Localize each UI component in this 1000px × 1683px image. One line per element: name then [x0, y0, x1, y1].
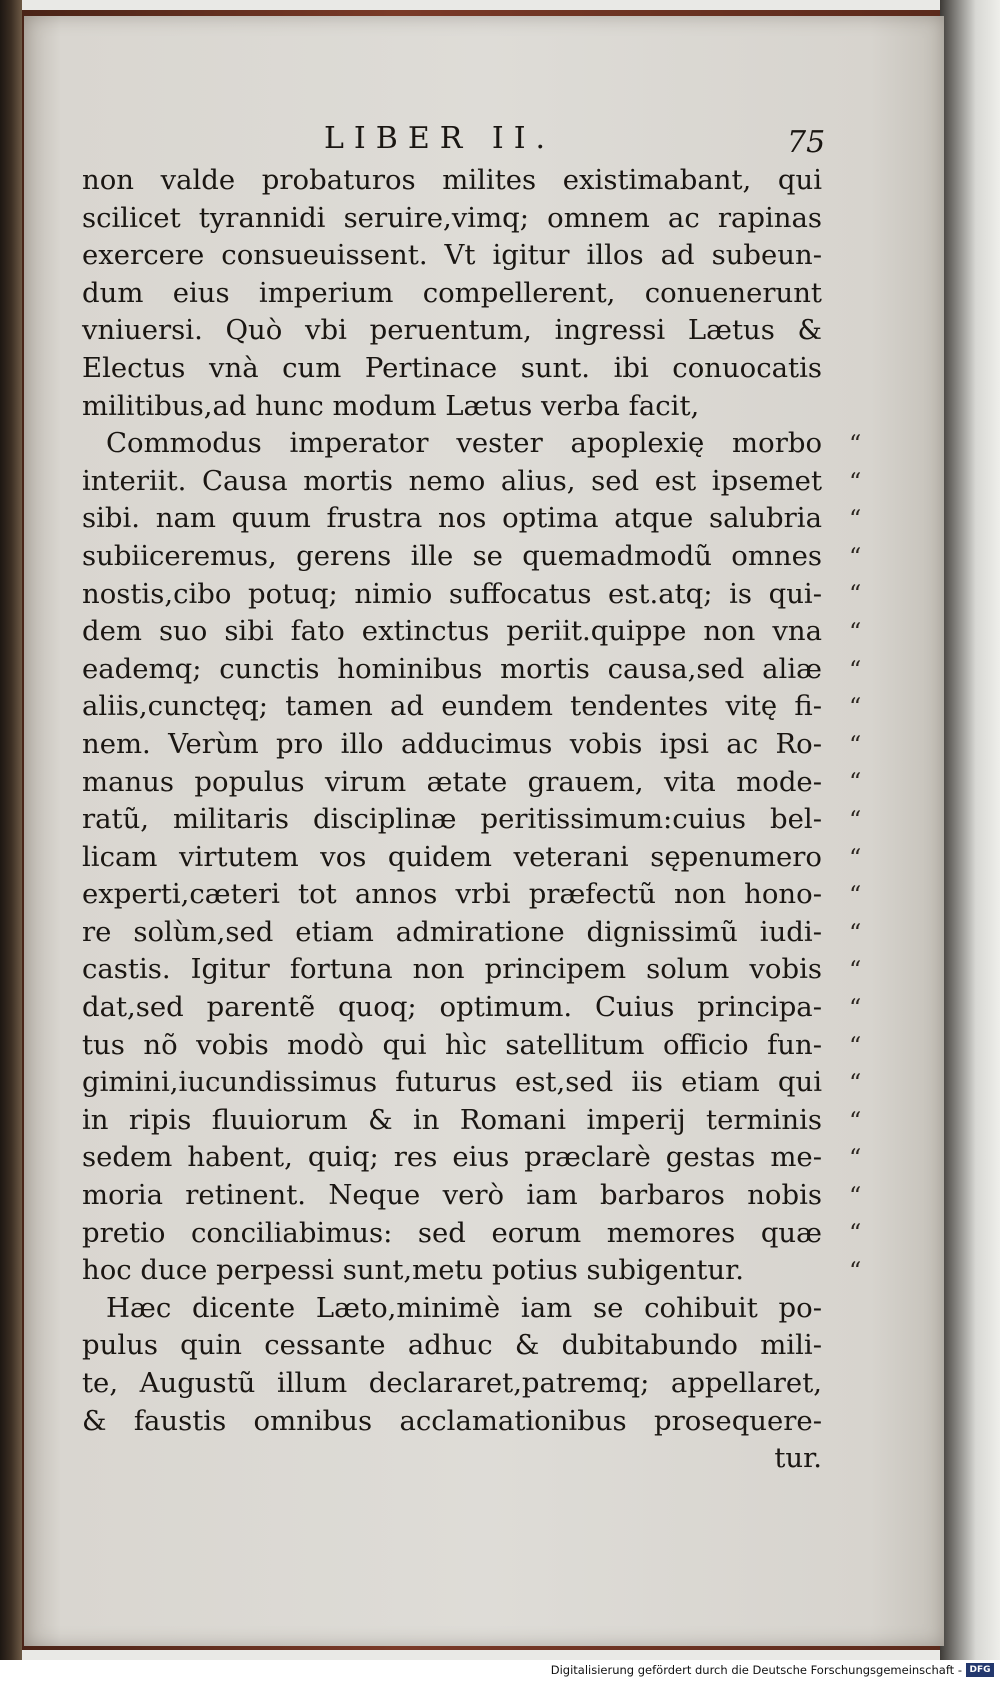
text-line: re solùm,sed etiam admiratione dignissimũ iudi- — [82, 915, 822, 948]
quote-mark: “ — [849, 843, 862, 872]
quote-mark: “ — [849, 1106, 862, 1135]
quote-mark: “ — [849, 1144, 862, 1173]
text-line: non valde probaturos milites existimabant, qui — [82, 164, 822, 196]
text-line: manus populus virum ætate grauem, vita mode- — [82, 765, 822, 798]
running-head: LIBER II. — [324, 121, 556, 156]
quote-mark: “ — [849, 693, 862, 722]
quote-mark: “ — [849, 1031, 862, 1060]
text-line: dat,sed parentẽ quoq; optimum. Cuius principa- — [82, 991, 822, 1024]
text-line: ratũ, militaris disciplinæ peritissimum:cuius bel- — [82, 803, 822, 836]
body-text — [82, 162, 822, 1478]
text-line: sedem habent, quiq; res eius præclarè gestas me- — [82, 1141, 822, 1174]
text-line: pretio conciliabimus: sed eorum memores quæ — [82, 1216, 822, 1249]
text-line: Commodus imperator vester apoplexię morbo — [106, 427, 822, 460]
text-line: gimini,iucundissimus futurus est,sed iis etiam qui — [82, 1066, 822, 1099]
quote-mark: “ — [849, 467, 862, 496]
quote-mark: “ — [849, 805, 862, 834]
text-line: pulus quin cessante adhuc & dubitabundo mili- — [82, 1329, 822, 1362]
quote-mark: “ — [849, 617, 862, 646]
text-line: nem. Verùm pro illo adducimus vobis ipsi ac Ro- — [82, 727, 822, 760]
text-line: subiiceremus, gerens ille se quemadmodũ omnes — [82, 539, 822, 572]
quote-mark: “ — [849, 1181, 862, 1210]
quote-mark: “ — [849, 993, 862, 1022]
quote-mark: “ — [849, 542, 862, 571]
text-line: exercere consueuissent. Vt igitur illos ad subeun- — [82, 239, 822, 272]
catchword: tur. — [774, 1442, 822, 1475]
quote-mark: “ — [849, 1219, 862, 1248]
page-number: 75 — [787, 125, 826, 160]
quote-mark: “ — [849, 918, 862, 947]
text-line: dem suo sibi fato extinctus periit.quippe non vna — [82, 615, 822, 648]
text-line: vniuersi. Quò vbi peruentum, ingressi Lætus & — [82, 314, 822, 347]
text-line: Hæc dicente Læto,minimè iam se cohibuit po- — [106, 1291, 822, 1324]
text-line: dum eius imperium compellerent, conuenerunt — [82, 276, 822, 309]
text-line: castis. Igitur fortuna non principem solum vobis — [82, 953, 822, 986]
text-line: tus nõ vobis modò qui hìc satellitum officio fun- — [82, 1028, 822, 1061]
quote-mark: “ — [849, 1257, 862, 1286]
dfg-logo: DFG — [966, 1663, 994, 1677]
text-line: Electus vnà cum Pertinace sunt. ibi conuocatis — [82, 351, 822, 384]
text-line: in ripis fluuiorum & in Romani imperij terminis — [82, 1103, 822, 1136]
quote-mark: “ — [849, 430, 862, 458]
text-line: te, Augustũ illum declararet,patremq; appellaret, — [82, 1367, 822, 1399]
quote-mark: “ — [849, 655, 862, 684]
quote-mark: “ — [849, 881, 862, 910]
digitization-credit: Digitalisierung gefördert durch die Deutsche Forschungsgemeinschaft - — [550, 1663, 962, 1677]
text-line: moria retinent. Neque verò iam barbaros nobis — [82, 1179, 822, 1212]
quote-mark: “ — [849, 1069, 862, 1098]
quote-mark: “ — [849, 505, 862, 534]
text-line: eademq; cunctis hominibus mortis causa,sed aliæ — [82, 652, 822, 685]
text-line: scilicet tyrannidi seruire,vimq; omnem ac rapinas — [82, 201, 822, 234]
text-line: & faustis omnibus acclamationibus prosequere- — [82, 1404, 822, 1437]
text-line: militibus,ad hunc modum Lætus verba facit, — [82, 389, 700, 422]
page-header — [24, 121, 944, 161]
book-spine-edge — [0, 0, 22, 1683]
text-line: interiit. Causa mortis nemo alius, sed est ipsemet — [82, 464, 822, 497]
text-line: experti,cæteri tot annos vrbi præfectũ non hono- — [82, 878, 822, 911]
text-line: nostis,cibo potuq; nimio suffocatus est.atq; is qui- — [82, 577, 822, 610]
text-line: sibi. nam quum frustra nos optima atque salubria — [82, 502, 822, 535]
book-page — [24, 16, 944, 1646]
footer-bar — [0, 1660, 1000, 1683]
text-line: hoc duce perpessi sunt,metu potius subigentur. — [82, 1254, 745, 1287]
text-line: aliis,cunctęq; tamen ad eundem tendentes vitę fi- — [82, 690, 822, 723]
quote-mark: “ — [849, 956, 862, 985]
text-line: licam virtutem vos quidem veterani sępenumero — [82, 840, 822, 873]
quote-mark: “ — [849, 768, 862, 797]
cover-right-edge — [940, 0, 1000, 1660]
quote-mark: “ — [849, 730, 862, 759]
marginal-quote-marks — [849, 426, 879, 1291]
quote-mark: “ — [849, 580, 862, 609]
